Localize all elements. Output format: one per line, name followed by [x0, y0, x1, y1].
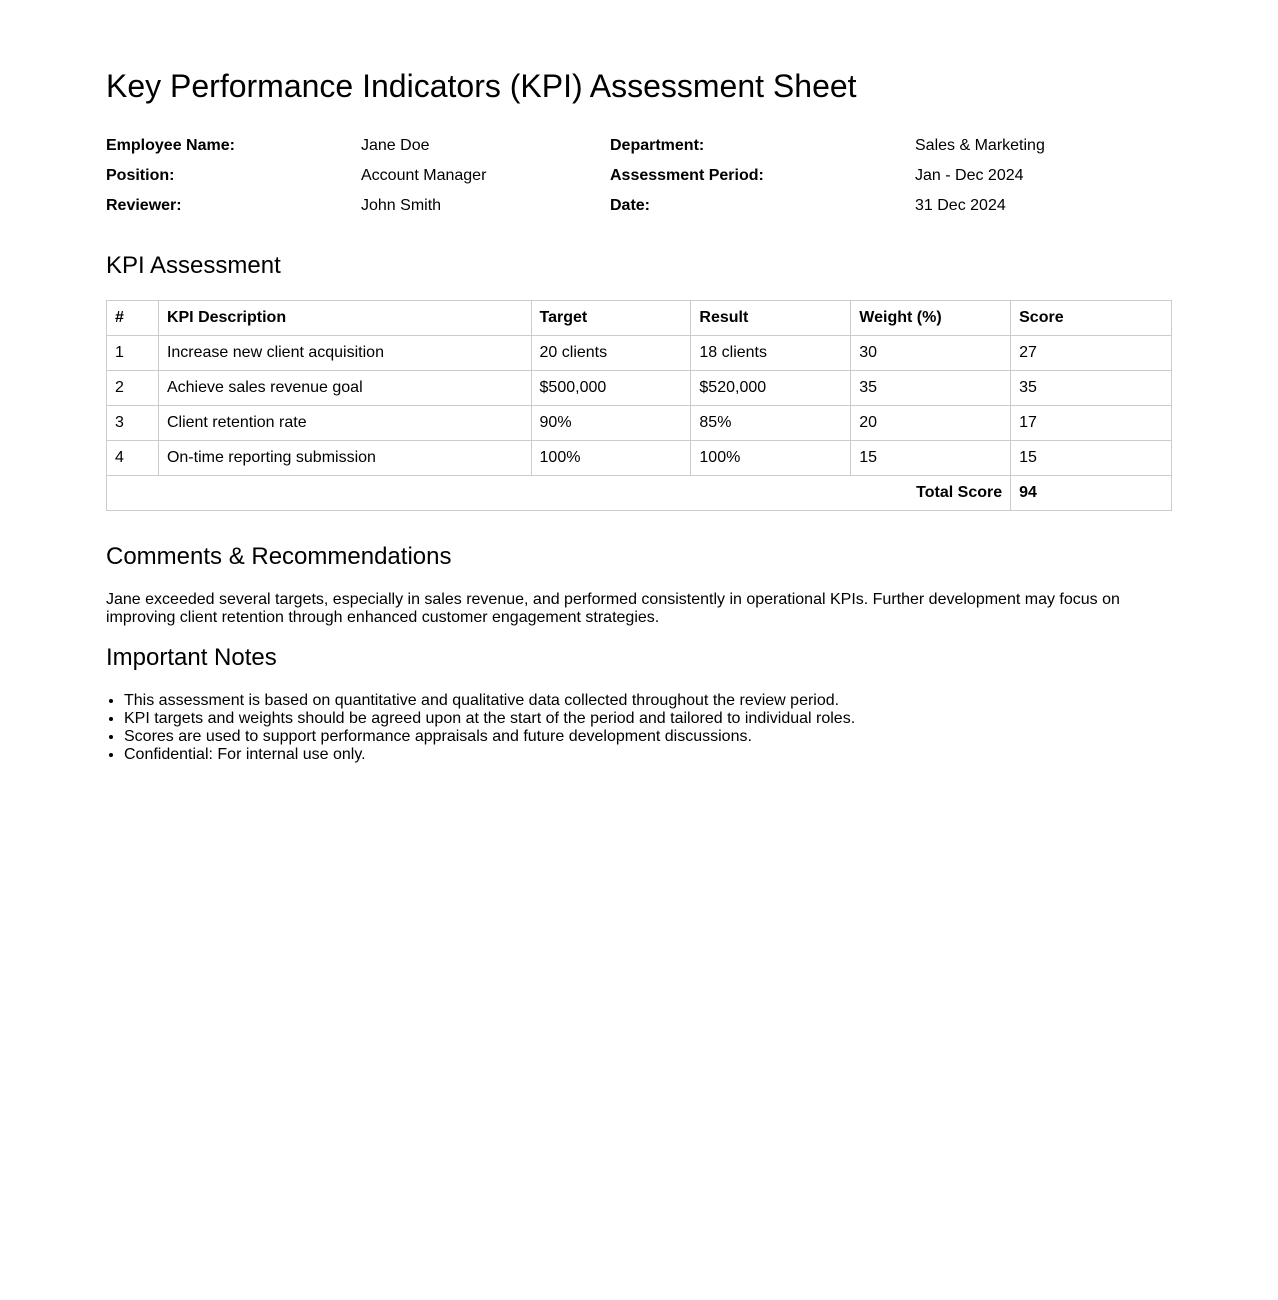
cell-target: 90%	[531, 406, 691, 441]
total-score-value: 94	[1011, 476, 1172, 511]
table-row	[107, 371, 1172, 406]
notes-heading: Important Notes	[106, 644, 277, 671]
cell-result: $520,000	[691, 371, 851, 406]
cell-description: Increase new client acquisition	[158, 336, 531, 371]
list-item: • Scores are used to support performance appraisals and future development discussions.	[124, 728, 1172, 746]
employee-info-grid	[106, 131, 1172, 221]
reviewer-label: Reviewer:	[106, 197, 182, 214]
list-item: • Confidential: For internal use only.	[124, 746, 1172, 764]
cell-result: 18 clients	[691, 336, 851, 371]
cell-score: 27	[1011, 336, 1172, 371]
reviewer-value: John Smith	[361, 197, 442, 214]
total-score-label: Total Score	[107, 476, 1011, 511]
column-header-description: KPI Description	[158, 301, 531, 336]
cell-target: 100%	[531, 441, 691, 476]
table-row	[107, 406, 1172, 441]
column-header-result: Result	[691, 301, 851, 336]
notes-list	[106, 692, 1172, 764]
assessment-period-label: Assessment Period:	[610, 167, 764, 184]
employee-name-value: Jane Doe	[361, 137, 430, 154]
date-label: Date:	[610, 197, 651, 214]
page-title: Key Performance Indicators (KPI) Assessment Sheet	[106, 68, 857, 104]
kpi-table-header-row	[107, 301, 1172, 336]
table-row	[107, 441, 1172, 476]
cell-target: 20 clients	[531, 336, 691, 371]
cell-description: Client retention rate	[158, 406, 531, 441]
cell-weight: 15	[851, 441, 1011, 476]
list-item: • KPI targets and weights should be agreed upon at the start of the period and tailored to individual roles.	[124, 710, 1172, 728]
position-label: Position:	[106, 167, 175, 184]
table-row	[107, 336, 1172, 371]
assessment-period-value: Jan - Dec 2024	[915, 167, 1024, 184]
cell-score: 15	[1011, 441, 1172, 476]
list-item: • This assessment is based on quantitative and qualitative data collected throughout the review period.	[124, 692, 1172, 710]
position-value: Account Manager	[361, 167, 487, 184]
cell-number: 4	[107, 441, 159, 476]
column-header-score: Score	[1011, 301, 1172, 336]
department-label: Department:	[610, 137, 705, 154]
cell-number: 1	[107, 336, 159, 371]
cell-description: On-time reporting submission	[158, 441, 531, 476]
comments-heading: Comments & Recommendations	[106, 543, 452, 570]
kpi-table	[106, 300, 1172, 511]
cell-weight: 30	[851, 336, 1011, 371]
comments-text: Jane exceeded several targets, especially in sales revenue, and performed consistently in operational KPIs. Further development may focus on improving client retention through enhanced customer engagement strategies.	[106, 591, 1120, 626]
column-header-number: #	[107, 301, 159, 336]
column-header-weight: Weight (%)	[851, 301, 1011, 336]
cell-target: $500,000	[531, 371, 691, 406]
date-value: 31 Dec 2024	[915, 197, 1006, 214]
cell-number: 3	[107, 406, 159, 441]
kpi-section-heading: KPI Assessment	[106, 252, 281, 279]
cell-weight: 35	[851, 371, 1011, 406]
employee-name-label: Employee Name:	[106, 137, 235, 154]
cell-description: Achieve sales revenue goal	[158, 371, 531, 406]
cell-score: 35	[1011, 371, 1172, 406]
cell-score: 17	[1011, 406, 1172, 441]
department-value: Sales & Marketing	[915, 137, 1045, 154]
cell-number: 2	[107, 371, 159, 406]
cell-result: 85%	[691, 406, 851, 441]
total-score-row	[107, 476, 1172, 511]
cell-weight: 20	[851, 406, 1011, 441]
column-header-target: Target	[531, 301, 691, 336]
cell-result: 100%	[691, 441, 851, 476]
